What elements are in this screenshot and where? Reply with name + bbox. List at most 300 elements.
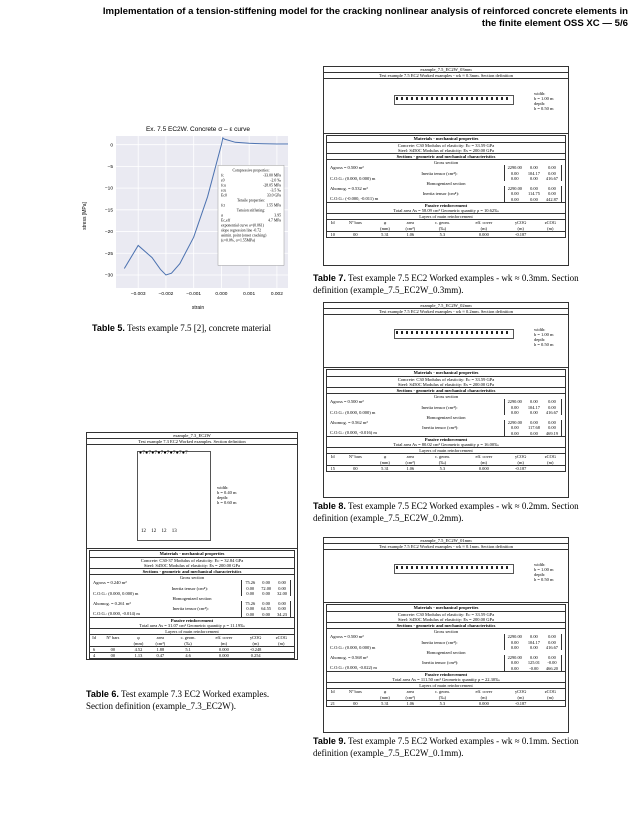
fig7-gross-matrix-cell: 0.00 bbox=[530, 165, 538, 171]
legend-key: exponential curve a=(0.061) bbox=[221, 223, 264, 228]
fig7-dim-2: depth: bbox=[534, 101, 546, 107]
fig8-homog-cog: C.O.G.: (0.000, -0.016) m bbox=[330, 430, 377, 436]
fig6-rebar-table bbox=[90, 635, 294, 658]
fig8-rebar-unit: (cm²) bbox=[405, 459, 416, 465]
fig7-rebar-cell: 5.3 bbox=[439, 231, 446, 237]
fig8-rebar-head: Id bbox=[330, 454, 335, 460]
fig8-homog-left bbox=[330, 420, 377, 436]
fig8-rebar-cell: 5.31 bbox=[381, 465, 389, 471]
fig6-subtitle: Test example 7.3 EC2 Worked examples. Section definition bbox=[87, 439, 297, 445]
legend-title: Compressive properties: bbox=[232, 168, 270, 173]
fig7-rebar-cell: 10 bbox=[330, 231, 335, 237]
fig6-rebar-cell: 0.000 bbox=[218, 646, 229, 652]
fig7-homog-title: Homogenized section bbox=[426, 181, 466, 187]
fig6-homog-matrix bbox=[241, 601, 291, 617]
fig9-homog-matrix-cell: 125.01 bbox=[527, 660, 540, 666]
fig9-homog-inertia-label: Inertia tensor (cm⁴): bbox=[422, 660, 459, 666]
fig6-homog-matrix-cell: 0.00 bbox=[278, 601, 286, 607]
fig7-homog-inertia-label: Inertia tensor (cm⁴): bbox=[422, 191, 460, 197]
table6-label: Table 6. bbox=[86, 689, 119, 699]
fig8-geo-title: Sections - geometric and mechanical characteristics bbox=[327, 387, 565, 394]
fig7-rebar-head: area bbox=[406, 220, 414, 226]
legend-key: Ec,eff bbox=[221, 218, 231, 223]
fig8-gross-matrix-cell: 0.00 bbox=[510, 404, 519, 410]
fig9-section-drawing bbox=[324, 550, 568, 603]
legend-key: fct bbox=[221, 203, 226, 208]
fig6-mat-row: Concrete: C30-37 Modulus of elasticity: Ec = 32.84 GPa bbox=[140, 557, 244, 563]
fig9-gross-matrix-cell: 104.17 bbox=[527, 639, 540, 645]
fig8-homog-area: Ahomog. = 0.562 m² bbox=[330, 420, 368, 426]
fig8-homog-matrix-cell: 117.68 bbox=[528, 425, 540, 431]
table5-label: Table 5. bbox=[92, 323, 125, 333]
fig9-title: example_7.5_EC2W_01mm bbox=[324, 538, 568, 544]
fig8-rebar-unit: (m) bbox=[480, 459, 488, 465]
header-title-2: the finite element OSS XC — 5/ bbox=[481, 18, 623, 29]
fig9-dim-2: depth: bbox=[534, 572, 546, 578]
fig7-total: Total area As = 58.09 cm² Geometric quantity ρ = 10.62‰ bbox=[393, 208, 499, 214]
fig6-gross-title: Gross section bbox=[179, 575, 205, 581]
fig6-rebar-head: φ bbox=[137, 635, 140, 641]
fig7-geo-title: Sections - geometric and mechanical characteristics bbox=[327, 153, 565, 160]
fig6-mat-title: Materials - mechanical properties bbox=[90, 551, 294, 557]
fig9-gross-matrix-cell: 0.00 bbox=[548, 639, 556, 645]
fig7-rebar-head: Id bbox=[330, 220, 335, 226]
fig7-gross-area: Agross = 0.500 m² bbox=[330, 165, 364, 171]
fig9-layers-title: Layers of main reinforcement bbox=[327, 682, 565, 689]
fig7-data bbox=[326, 135, 566, 238]
fig8-gross-matrix bbox=[504, 399, 562, 415]
chart-ytick-label: −15 bbox=[104, 208, 113, 214]
fig9-homog-matrix-cell: 0.00 bbox=[510, 660, 519, 666]
fig9-rebar-head: zCOG bbox=[544, 689, 556, 695]
fig8-rebar-head: φ bbox=[383, 454, 387, 460]
fig9-gross-area: Agross = 0.500 m² bbox=[330, 634, 364, 640]
table-row bbox=[327, 231, 565, 237]
fig9-data bbox=[326, 604, 566, 707]
fig6-rebar-head: area bbox=[156, 635, 164, 641]
table6-text: Test example 7.3 EC2 Worked examples. Section definition (example_7.3_EC2W). bbox=[86, 689, 270, 711]
fig7-subtitle: Test example 7.5 EC2 Worked examples - wk ≈ 0.3mm. Section definition bbox=[324, 73, 568, 79]
fig9-homog-block bbox=[327, 655, 565, 671]
fig9-rebar-unit: (cm²) bbox=[405, 694, 416, 700]
legend-key: ε0 bbox=[221, 178, 225, 183]
fig6-homog-title: Homogenized section bbox=[172, 596, 212, 602]
chart-ytick-label: −30 bbox=[104, 273, 113, 279]
chart-xtick-label: 0.000 bbox=[215, 292, 228, 297]
fig6-panel bbox=[86, 432, 298, 660]
legend-value: 33.0 GPa bbox=[266, 193, 281, 198]
fig7-mat-row: Steel: S450C Modulus of elasticity: Es = 200.00 GPa bbox=[398, 147, 494, 153]
fig8-mat-row: Concrete: C30 Modulus of elasticity: Ec = 33.59 GPa bbox=[397, 376, 495, 382]
fig9-rebar-cell: 21 bbox=[330, 700, 335, 706]
chart-plot-area bbox=[105, 136, 288, 297]
table5-text: Tests example 7.5 [2], concrete material bbox=[126, 323, 272, 333]
fig7-bars bbox=[396, 97, 510, 100]
fig6-homog-matrix-cell: 75.26 bbox=[245, 601, 256, 607]
fig7-homog-block bbox=[327, 186, 565, 202]
fig9-rebar-head: Id bbox=[330, 689, 335, 695]
fig6-rebar-head: Id bbox=[92, 635, 96, 641]
fig6-rebar-cell: 5.1 bbox=[185, 646, 191, 652]
fig8-gross-title: Gross section bbox=[433, 394, 459, 400]
fig8-mat-title: Materials - mechanical properties bbox=[327, 370, 565, 376]
fig7-gross-matrix-cell: 0.00 bbox=[548, 165, 556, 171]
fig6-gross-inertia-label: Inertia tensor (cm⁴): bbox=[171, 585, 208, 591]
fig7-gross-title: Gross section bbox=[433, 160, 459, 166]
fig9-homog-cog: C.O.G.: (0.000, -0.022) m bbox=[330, 665, 377, 671]
fig8-gross-matrix-cell: 0.00 bbox=[510, 409, 519, 415]
fig9-rebar-unit: (m) bbox=[480, 694, 488, 700]
page-header bbox=[10, 6, 628, 30]
fig6-gross-matrix-cell: 0.00 bbox=[246, 590, 255, 596]
fig6-gross-matrix-cell: 72.00 bbox=[261, 585, 272, 591]
table9-caption bbox=[313, 735, 613, 759]
fig9-gross-matrix-cell: 0.00 bbox=[548, 634, 556, 640]
fig8-gross-matrix-cell: 104.17 bbox=[527, 404, 540, 410]
fig8-rebar-table bbox=[327, 454, 565, 471]
fig9-gross-matrix-cell: 0.00 bbox=[510, 644, 519, 650]
fig8-gross-matrix-cell: 0.00 bbox=[548, 404, 556, 410]
table9-text: Test example 7.5 EC2 Worked examples - wk ≈ 0.1mm. Section definition (example_7.5_EC2W_0.1mm). bbox=[313, 736, 579, 758]
table7-caption bbox=[313, 272, 613, 296]
fig9-mat-title: Materials - mechanical properties bbox=[327, 605, 565, 611]
fig8-data bbox=[326, 369, 566, 472]
fig6-rebar-cell: 4.52 bbox=[134, 646, 143, 652]
fig6-rebar-head: c. geom. bbox=[180, 635, 196, 641]
fig9-gross-block bbox=[327, 634, 565, 650]
fig8-dim-3: h = 0.50 m bbox=[534, 342, 554, 348]
legend-value: 3.95 bbox=[274, 213, 281, 218]
fig7-rebar-table bbox=[327, 220, 565, 237]
fig6-homog-matrix-cell: 0.00 bbox=[246, 611, 255, 617]
fig9-gross-cog: C.O.G.: (0.000, 0.000) m bbox=[330, 644, 376, 650]
chart-xtick-label: −0.003 bbox=[130, 292, 146, 297]
fig8-dim-2: depth: bbox=[534, 337, 546, 343]
fig7-rebar-unit: (mm) bbox=[380, 225, 390, 231]
fig6-rebar-head: eff. cover bbox=[215, 635, 233, 641]
fig8-dim-1: b = 1.00 m bbox=[534, 332, 554, 338]
fig6-homog-left bbox=[93, 601, 140, 617]
fig6-rebar-cell: 00 bbox=[110, 653, 116, 659]
fig9-rebar-unit: (‰) bbox=[438, 694, 447, 700]
fig7-passive-title: Passive reinforcement bbox=[327, 202, 565, 208]
fig7-layers-title: Layers of main reinforcement bbox=[327, 213, 565, 220]
fig9-gross-matrix-cell: 0.00 bbox=[530, 634, 538, 640]
fig8-total: Total area As = 80.02 cm² Geometric quantity ρ = 16.00‰ bbox=[393, 442, 499, 448]
fig6-homog-cog: C.O.G.: (0.000, -0.014) m bbox=[93, 611, 140, 617]
fig9-gross-title: Gross section bbox=[433, 629, 459, 635]
fig6-rebar-cell: 0.254 bbox=[250, 653, 261, 659]
fig9-rebar-head: φ bbox=[383, 689, 387, 695]
fig6-dimensions bbox=[217, 485, 237, 505]
fig7-gross-matrix-cell: 0.00 bbox=[510, 170, 519, 176]
table8-text: Test example 7.5 EC2 Worked examples - wk ≈ 0.2mm. Section definition (example_7.5_EC2W_0.2mm). bbox=[313, 501, 579, 523]
fig8-gross-left bbox=[330, 399, 375, 415]
fig8-rebar-cell: 00 bbox=[353, 465, 358, 471]
fig9-rebar-head: yCOG bbox=[514, 689, 527, 695]
fig8-rebar-cell: 0.000 bbox=[478, 465, 489, 471]
fig8-rebar-unit: (m) bbox=[547, 459, 554, 465]
fig9-passive-title: Passive reinforcement bbox=[327, 671, 565, 677]
fig7-dimensions bbox=[534, 91, 554, 111]
fig7-rebar-cell: 00 bbox=[353, 231, 358, 237]
fig9-homog-matrix-cell: 2290.00 bbox=[507, 655, 522, 661]
fig7-dim-0: width: bbox=[534, 91, 546, 97]
fig9-total: Total area As = 111.50 cm² Geometric quantity ρ = 22.30‰ bbox=[392, 677, 500, 683]
fig9-homog-matrix-cell: 0.00 bbox=[530, 655, 538, 661]
fig9-gross-matrix-cell: 416.67 bbox=[545, 644, 558, 650]
fig7-mat-title: Materials - mechanical properties bbox=[327, 136, 565, 142]
stress-strain-chart bbox=[80, 120, 298, 312]
fig6-rebar-unit: (cm²) bbox=[155, 640, 166, 646]
fig6-gross-matrix-cell: 0.00 bbox=[262, 580, 270, 586]
legend-value: 1.55 MPa bbox=[266, 203, 281, 208]
fig9-dim-1: b = 1.00 m bbox=[534, 567, 554, 573]
fig7-rebar-unit: (‰) bbox=[438, 225, 447, 231]
fig6-geo-title: Sections - geometric and mechanical characteristics bbox=[90, 568, 294, 575]
fig8-rebar-unit: (mm) bbox=[380, 459, 390, 465]
table-row bbox=[327, 700, 565, 706]
fig8-gross-matrix-cell: 0.00 bbox=[530, 409, 538, 415]
fig8-homog-matrix bbox=[504, 420, 562, 436]
fig6-dim-2: depth: bbox=[217, 495, 229, 501]
fig6-title: example_7.3_EC2W bbox=[87, 433, 297, 439]
fig8-section-drawing bbox=[324, 315, 568, 368]
fig8-dimensions bbox=[534, 327, 554, 347]
fig6-section-outline bbox=[137, 451, 211, 541]
header-line-2 bbox=[10, 18, 628, 30]
fig9-rebar-cell: 5.3 bbox=[439, 700, 446, 706]
legend-key: Ec0 bbox=[221, 193, 227, 198]
fig6-homog-matrix-cell: 34.23 bbox=[277, 611, 287, 617]
fig7-homog-matrix-cell: 0.00 bbox=[548, 186, 556, 192]
fig8-homog-inertia-label: Inertia tensor (cm⁴): bbox=[422, 425, 459, 431]
fig7-rebar-cell: -0.187 bbox=[515, 231, 527, 237]
fig6-rebar-cell: 0.000 bbox=[218, 653, 229, 659]
fig9-dim-3: h = 0.50 m bbox=[534, 577, 554, 583]
page-total: 6 bbox=[622, 18, 628, 29]
fig6-gross-matrix-cell: 0.00 bbox=[262, 590, 270, 596]
fig8-rebar-cell: 5.3 bbox=[439, 465, 446, 471]
fig6-gross-area: Agross = 0.240 m² bbox=[93, 580, 127, 586]
table8-label: Table 8. bbox=[313, 501, 346, 511]
fig6-rebar-cell: 00 bbox=[110, 646, 116, 652]
table7-label: Table 7. bbox=[313, 273, 346, 283]
fig8-rebar-head: Nº bars bbox=[348, 454, 362, 460]
fig9-homog-matrix-cell: -0.00 bbox=[529, 665, 539, 671]
fig7-gross-inertia-label: Inertia tensor (cm⁴): bbox=[421, 170, 458, 176]
fig7-homog-matrix-cell: 0.00 bbox=[511, 196, 519, 202]
legend-value: -33.00 MPa bbox=[263, 173, 281, 178]
fig9-homog-matrix bbox=[504, 655, 562, 671]
fig6-rebar-unit: (mm) bbox=[133, 640, 144, 646]
fig7-gross-matrix-cell: 0.00 bbox=[530, 175, 538, 181]
fig9-bars bbox=[396, 566, 510, 569]
fig7-rebar-unit: (m) bbox=[547, 225, 554, 231]
fig8-rebar-cell: 1.06 bbox=[406, 465, 415, 471]
fig6-homog-matrix-cell: 64.55 bbox=[261, 606, 272, 612]
table-row bbox=[90, 653, 294, 659]
fig6-gross-matrix-cell: 75.26 bbox=[245, 580, 256, 586]
fig8-rebar-head: area bbox=[406, 454, 414, 460]
fig9-rebar-head: Nº bars bbox=[348, 689, 362, 695]
fig7-homog-matrix-cell: 2290.00 bbox=[507, 186, 522, 192]
table5-caption bbox=[92, 322, 302, 334]
fig6-dim-0: width: bbox=[217, 485, 229, 491]
fig6-homog-inertia-label: Inertia tensor (cm⁴): bbox=[172, 606, 209, 612]
fig7-gross-matrix-cell: 0.00 bbox=[548, 170, 556, 176]
fig8-bars bbox=[396, 331, 510, 334]
fig8-rebar-head: zCOG bbox=[544, 454, 556, 460]
fig7-section-drawing bbox=[324, 79, 568, 134]
fig8-panel bbox=[323, 302, 569, 498]
fig8-rebar-unit: (‰) bbox=[438, 459, 447, 465]
fig9-panel bbox=[323, 537, 569, 733]
fig6-dim-1: b = 0.40 m bbox=[217, 490, 237, 496]
fig6-homog-area: Ahomog. = 0.261 m² bbox=[93, 601, 131, 607]
fig8-gross-inertia-label: Inertia tensor (cm⁴): bbox=[421, 404, 458, 410]
fig8-homog-matrix-cell: 469.19 bbox=[545, 430, 558, 436]
fig7-homog-matrix-cell: 0.00 bbox=[530, 196, 538, 202]
fig8-homog-matrix-cell: 0.00 bbox=[511, 425, 519, 431]
chart-xtick-label: 0.001 bbox=[243, 292, 256, 297]
fig8-homog-matrix-cell: 0.00 bbox=[511, 430, 519, 436]
fig7-rebar-head: eff. cover bbox=[475, 220, 493, 226]
fig8-gross-matrix-cell: 0.00 bbox=[530, 399, 538, 405]
table-row bbox=[327, 465, 565, 471]
fig6-homog-matrix-cell: 0.00 bbox=[262, 601, 270, 607]
chart-ylabel: stress [MPa] bbox=[82, 202, 88, 230]
fig9-rebar-cell: 0.000 bbox=[478, 700, 489, 706]
chart-title: Ex. 7.5 EC2W. Concrete σ – ε curve bbox=[145, 126, 251, 133]
chart-xtick-label: −0.001 bbox=[186, 292, 202, 297]
table9-label: Table 9. bbox=[313, 736, 346, 746]
fig9-rebar-head: area bbox=[406, 689, 414, 695]
fig9-geo-title: Sections - geometric and mechanical characteristics bbox=[327, 622, 565, 629]
fig7-rebar-head: φ bbox=[383, 220, 387, 226]
fig7-gross-matrix bbox=[504, 165, 562, 181]
legend-key: fcu bbox=[221, 183, 226, 188]
legend-title: Tension stiffening: bbox=[236, 208, 266, 213]
legend-value: 4.7 MPa bbox=[268, 218, 281, 223]
fig7-rebar-unit: (m) bbox=[480, 225, 488, 231]
fig6-rebar-head: yCOG bbox=[249, 635, 262, 641]
fig6-top-bars: ●7●7●7●7●7●7●7●7 bbox=[139, 451, 188, 457]
fig7-gross-matrix-cell: 104.17 bbox=[527, 170, 540, 176]
fig8-title: example_7.5_EC2W_02mm bbox=[324, 303, 568, 309]
fig7-rebar-head: yCOG bbox=[514, 220, 527, 226]
legend-key: fc bbox=[221, 173, 224, 178]
fig9-mat-row: Steel: S450C Modulus of elasticity: Es = 200.00 GPa bbox=[398, 616, 494, 622]
fig9-homog-matrix-cell: 466.20 bbox=[545, 665, 558, 671]
legend-value: -3.5 ‰ bbox=[270, 188, 281, 193]
chart-ytick-label: 0 bbox=[110, 143, 113, 149]
fig7-gross-matrix-cell: 416.67 bbox=[545, 175, 558, 181]
fig7-gross-block bbox=[327, 165, 565, 181]
fig7-gross-left bbox=[330, 165, 375, 181]
fig9-dimensions bbox=[534, 562, 554, 582]
fig6-gross-block bbox=[90, 580, 294, 596]
fig7-gross-matrix-cell: 2290.00 bbox=[507, 165, 522, 171]
legend-value: -28.05 MPa bbox=[263, 183, 281, 188]
fig7-dim-1: b = 1.00 m bbox=[534, 96, 554, 102]
fig6-mat-row: Steel: S450C Modulus of elasticity: Es = 200.00 GPa bbox=[144, 562, 240, 568]
fig6-gross-matrix-cell: 0.00 bbox=[246, 585, 255, 591]
fig9-rebar-cell: 5.31 bbox=[381, 700, 389, 706]
fig6-rebar-unit: (m) bbox=[220, 640, 228, 646]
legend-key: asimin. point (onset cracking) bbox=[221, 233, 267, 238]
fig6-homog-block bbox=[90, 601, 294, 617]
fig6-rebar-unit: (‰) bbox=[184, 640, 192, 646]
fig9-gross-matrix-cell: 0.00 bbox=[530, 644, 538, 650]
fig8-gross-block bbox=[327, 399, 565, 415]
fig9-gross-inertia-label: Inertia tensor (cm⁴): bbox=[421, 639, 458, 645]
fig7-rebar-head: Nº bars bbox=[348, 220, 362, 226]
legend-key: (ε=0.0%, σ=1.55MPa) bbox=[221, 238, 256, 243]
fig8-rebar-head: eff. cover bbox=[475, 454, 493, 460]
fig6-gross-matrix-cell: 32.00 bbox=[277, 590, 287, 596]
fig8-layers-title: Layers of main reinforcement bbox=[327, 447, 565, 454]
fig9-rebar-head: eff. cover bbox=[475, 689, 493, 695]
fig9-gross-matrix bbox=[504, 634, 562, 650]
fig6-rebar-unit: (m) bbox=[252, 640, 259, 646]
fig7-gross-matrix-cell: 0.00 bbox=[510, 175, 519, 181]
fig8-rebar-head: yCOG bbox=[514, 454, 527, 460]
fig7-homog-matrix-cell: 0.00 bbox=[511, 191, 519, 197]
fig8-mat-row: Steel: S450C Modulus of elasticity: Es = 200.00 GPa bbox=[398, 381, 494, 387]
fig6-gross-cog: C.O.G.: (0.000, 0.000) m bbox=[93, 590, 139, 596]
chart-ytick-label: −25 bbox=[104, 251, 113, 257]
fig8-gross-matrix-cell: 2290.00 bbox=[507, 399, 522, 405]
fig7-rebar-unit: (cm²) bbox=[405, 225, 416, 231]
fig8-gross-matrix-cell: 0.00 bbox=[548, 399, 556, 405]
legend-key: εcu bbox=[221, 188, 227, 193]
fig9-rebar-unit: (m) bbox=[547, 694, 554, 700]
fig9-rebar-unit: (m) bbox=[517, 694, 524, 700]
fig6-rebar-head: zCOG bbox=[275, 635, 287, 641]
fig6-dim-3: h = 0.60 m bbox=[217, 500, 237, 506]
fig9-homog-matrix-cell: 0.00 bbox=[510, 665, 519, 671]
fig8-subtitle: Test example 7.5 EC2 Worked examples - wk ≈ 0.2mm. Section definition bbox=[324, 309, 568, 315]
fig8-homog-matrix-cell: 2290.00 bbox=[507, 420, 522, 426]
fig9-homog-title: Homogenized section bbox=[426, 650, 466, 656]
fig8-homog-matrix-cell: 0.00 bbox=[530, 420, 538, 426]
fig8-homog-matrix-cell: 0.00 bbox=[530, 430, 538, 436]
chart-ytick-label: −10 bbox=[104, 186, 113, 192]
fig6-rebar-cell: 4.6 bbox=[185, 653, 191, 659]
fig8-rebar-head: c. geom. bbox=[434, 454, 450, 460]
fig8-dim-0: width: bbox=[534, 327, 546, 333]
fig6-bottom-bars: 12 12 12 13 bbox=[141, 529, 177, 535]
fig7-panel bbox=[323, 66, 569, 266]
fig6-rebar-cell: 1.88 bbox=[156, 646, 165, 652]
fig6-rebar-cell: 4 bbox=[93, 653, 96, 659]
fig9-rebar-cell: 00 bbox=[353, 700, 358, 706]
legend-title: Tensile properties: bbox=[236, 198, 266, 203]
fig6-homog-matrix-cell: 0.00 bbox=[246, 606, 255, 612]
fig6-rebar-cell: 0.47 bbox=[156, 653, 165, 659]
fig9-homog-matrix-cell: -0.00 bbox=[547, 660, 557, 666]
fig6-total: Total area As = 31.07 cm² Geometric quantity ρ = 11.19‰ bbox=[139, 623, 245, 629]
fig7-homog-left bbox=[330, 186, 378, 202]
fig9-rebar-head: c. geom. bbox=[434, 689, 450, 695]
fig9-subtitle: Test example 7.5 EC2 Worked examples - wk ≈ 0.1mm. Section definition bbox=[324, 544, 568, 550]
fig6-homog-matrix-cell: 0.00 bbox=[278, 606, 286, 612]
fig8-gross-cog: C.O.G.: (0.000, 0.000) m bbox=[330, 409, 376, 415]
fig6-gross-matrix bbox=[241, 580, 291, 596]
fig6-layers-title: Layers of main reinforcement bbox=[90, 628, 294, 635]
fig9-homog-left bbox=[330, 655, 377, 671]
